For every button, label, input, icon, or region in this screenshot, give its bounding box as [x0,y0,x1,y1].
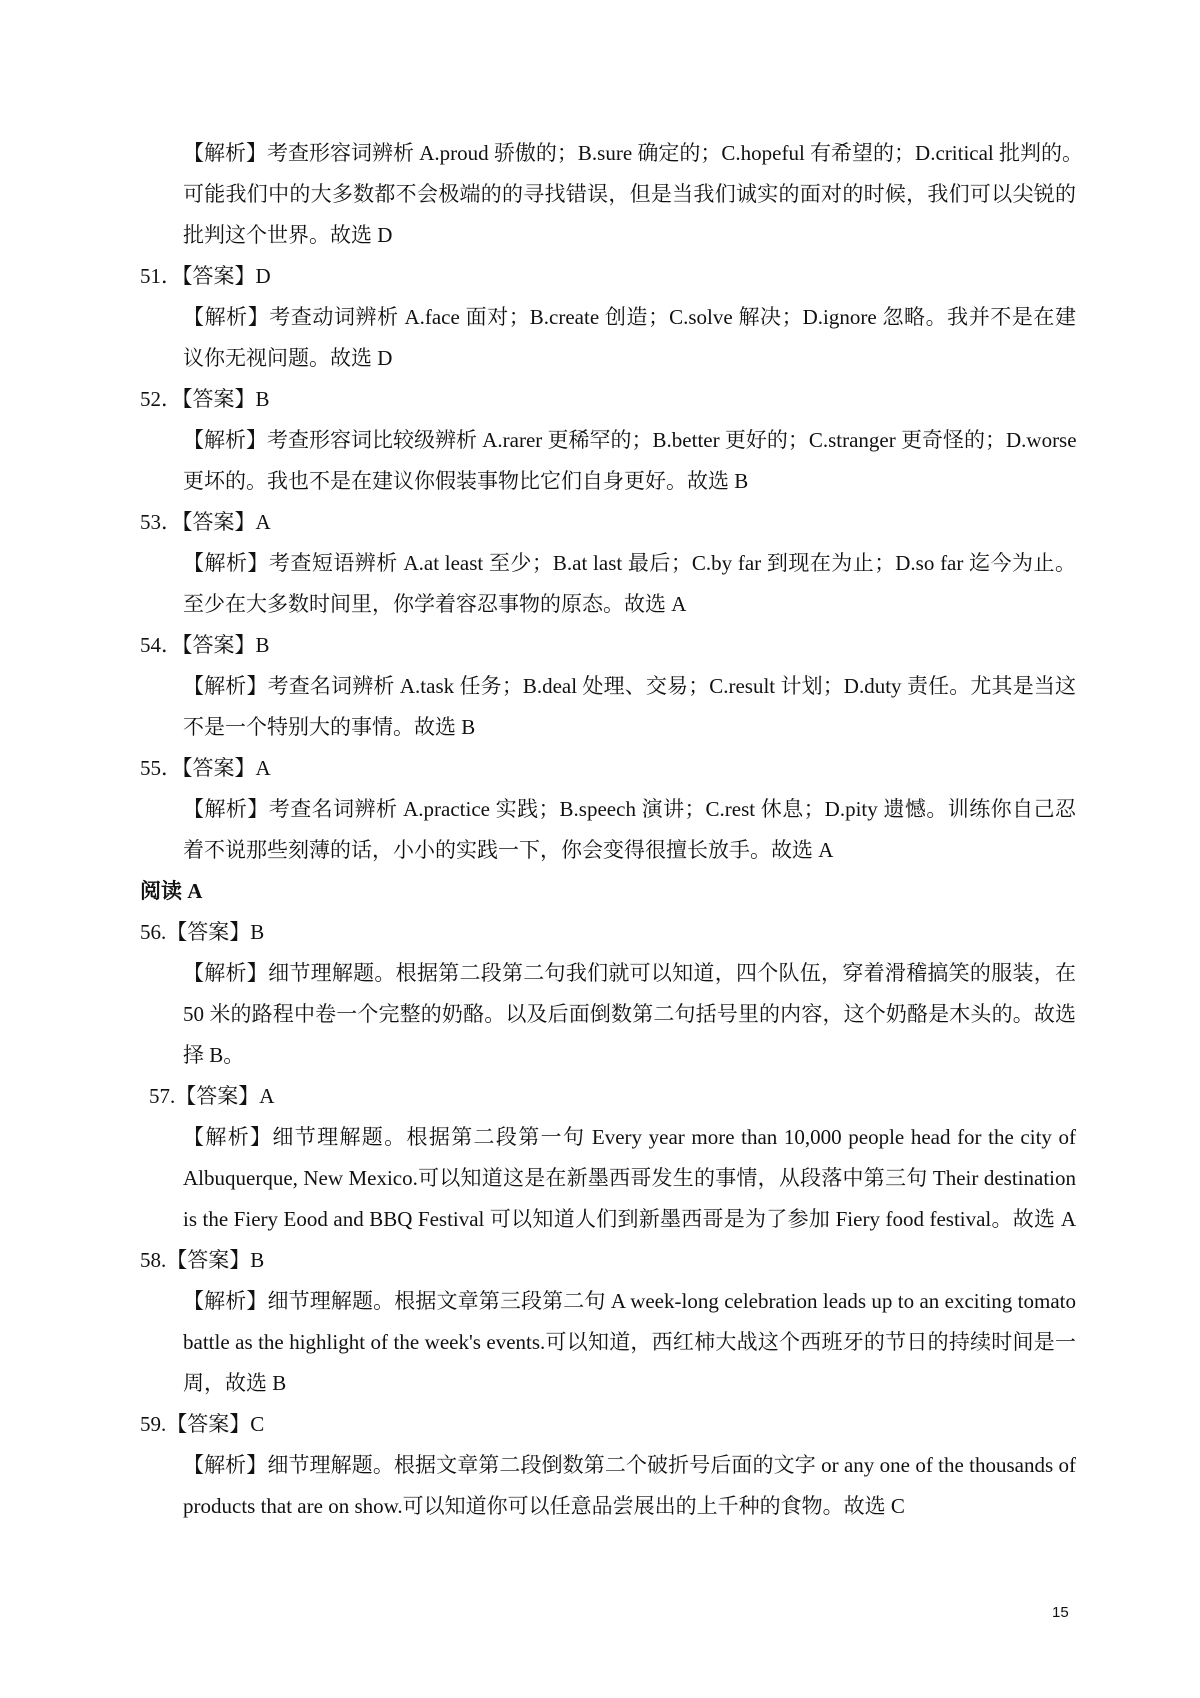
text-line: 【解析】考查名词辨析 A.practice 实践；B.speech 演讲；C.rest 休息；D.pity 遗憾。训练你自己忍 [183,797,1076,821]
text-line: 57.【答案】A [149,1084,275,1108]
text-line: 【解析】细节理解题。根据文章第三段第二句 A week-long celebration leads up to an exciting tomato [183,1289,1076,1313]
text-line: Albuquerque, New Mexico.可以知道这是在新墨西哥发生的事情，从段落中第三句 Their destination [183,1166,1076,1190]
text-line: 53．【答案】A [140,510,271,534]
text-line: 着不说那些刻薄的话，小小的实践一下，你会变得很擅长放手。故选 A [183,838,834,862]
text-line: battle as the highlight of the week's events.可以知道，西红柿大战这个西班牙的节日的持续时间是一 [183,1330,1076,1354]
text-line: 择 B。 [183,1043,245,1067]
text-line: 【解析】考查短语辨析 A.at least 至少；B.at last 最后；C.by far 到现在为止；D.so far 迄今为止。 [183,551,1076,575]
text-line: 可能我们中的大多数都不会极端的的寻找错误，但是当我们诚实的面对的时候，我们可以尖锐的 [183,182,1076,206]
section-heading: 阅读 A [140,879,203,903]
text-line: 51．【答案】D [140,264,271,288]
text-line: 54．【答案】B [140,633,270,657]
page-number: 15 [1052,1604,1069,1621]
text-line: 50 米的路程中卷一个完整的奶酪。以及后面倒数第二句括号里的内容，这个奶酪是木头的。故选 [183,1002,1076,1026]
text-line: 更坏的。我也不是在建议你假装事物比它们自身更好。故选 B [183,469,749,493]
text-line: 55．【答案】A [140,756,271,780]
text-line: 52．【答案】B [140,387,270,411]
text-line: 58.【答案】B [140,1248,265,1272]
text-line: 批判这个世界。故选 D [183,223,393,247]
text-line: 【解析】考查动词辨析 A.face 面对；B.create 创造；C.solve 解决；D.ignore 忽略。我并不是在建 [183,305,1076,329]
text-line: 不是一个特别大的事情。故选 B [183,715,476,739]
text-line: 议你无视问题。故选 D [183,346,393,370]
text-line: 周，故选 B [183,1371,287,1395]
text-line: is the Fiery Eood and BBQ Festival 可以知道人们到新墨西哥是为了参加 Fiery food festival。故选 A [183,1207,1076,1231]
text-line: 【解析】细节理解题。根据文章第二段倒数第二个破折号后面的文字 or any one of the thousands of [183,1453,1076,1477]
text-line: 【解析】细节理解题。根据第二段第二句我们就可以知道，四个队伍，穿着滑稽搞笑的服装，在 [183,961,1076,985]
text-line: 【解析】细节理解题。根据第二段第一句 Every year more than 10,000 people head for the city of [183,1125,1076,1149]
text-line: 56.【答案】B [140,920,265,944]
text-line: 至少在大多数时间里，你学着容忍事物的原态。故选 A [183,592,687,616]
text-line: 59.【答案】C [140,1412,265,1436]
text-line: 【解析】考查形容词比较级辨析 A.rarer 更稀罕的；B.better 更好的；C.stranger 更奇怪的；D.worse [183,428,1077,452]
text-line: 【解析】考查形容词辨析 A.proud 骄傲的；B.sure 确定的；C.hopeful 有希望的；D.critical 批判的。 [183,141,1084,165]
text-line: 【解析】考查名词辨析 A.task 任务；B.deal 处理、交易；C.result 计划；D.duty 责任。尤其是当这 [183,674,1076,698]
text-line: products that are on show.可以知道你可以任意品尝展出的上千种的食物。故选 C [183,1494,905,1518]
